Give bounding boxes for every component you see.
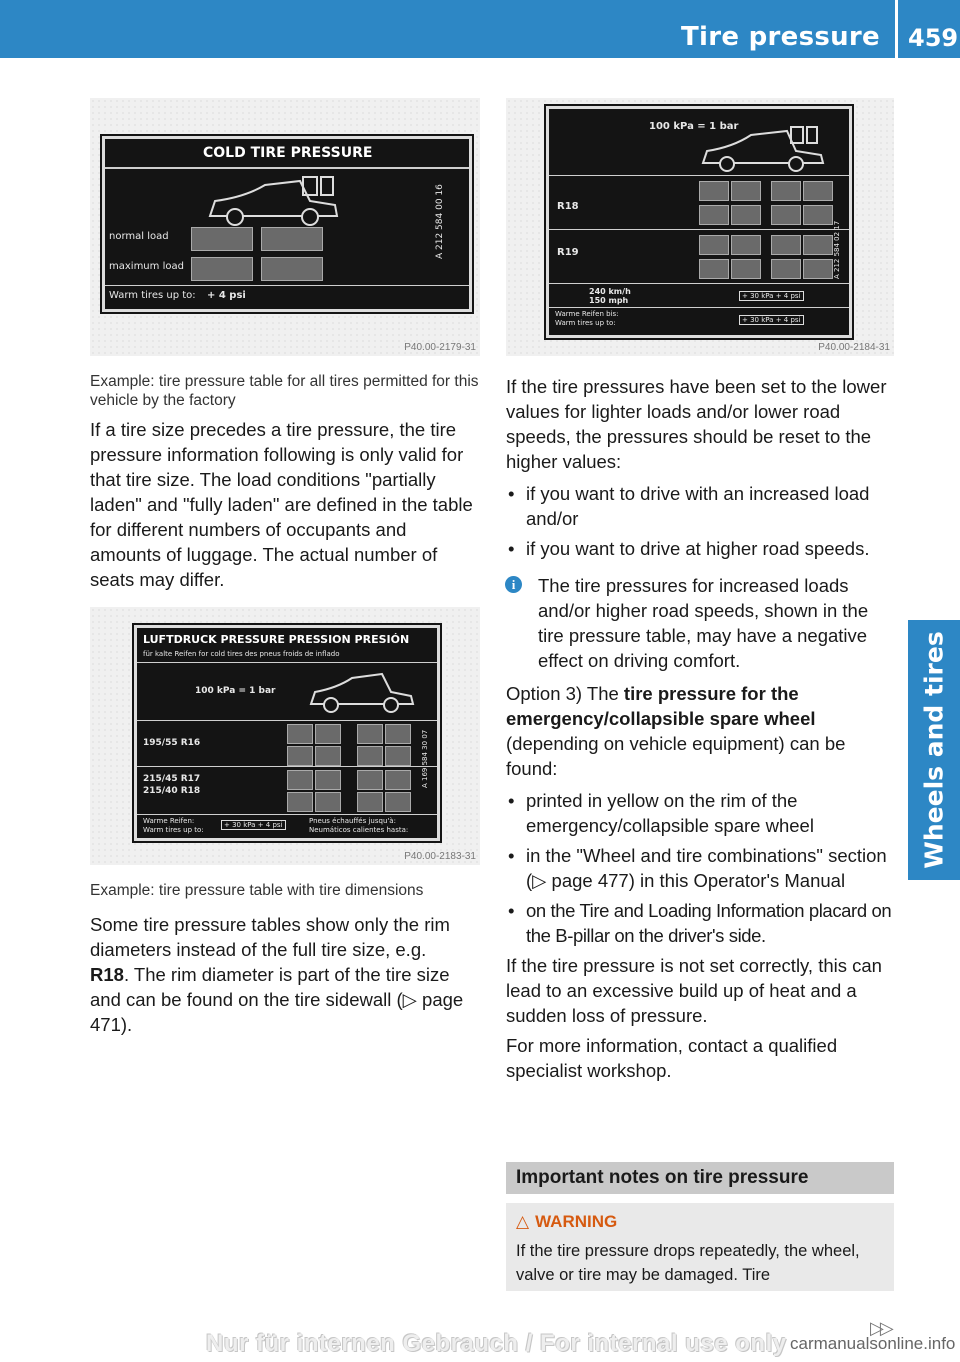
chapter-tab-label: Wheels and tires	[919, 631, 949, 869]
warm-tires-label-de: Warme Reifen:	[143, 817, 195, 825]
bullet-icon: •	[508, 483, 515, 504]
rim-size-r19: R19	[557, 247, 579, 258]
paragraph-tire-size: If a tire size precedes a tire pressure, the tire pressure information following is only valid for that tire size. The load conditions "partially laden" and "fully laden" are defined in the table for different numbers of occupants and amounts of luggage. The actual number of seats may differ.	[90, 419, 473, 590]
pressure-cell	[191, 227, 253, 251]
bullet-text: printed in yellow on the rim of the emergency/collapsible spare wheel	[526, 790, 814, 836]
info-note	[506, 573, 896, 673]
plate-divider	[137, 814, 437, 815]
car-outline-icon	[699, 123, 829, 175]
page-number: 459	[908, 24, 959, 52]
paragraph-rim-diameter	[90, 912, 480, 1037]
pressure-unit: 100 kPa = 1 bar	[649, 121, 739, 132]
pressure-cell	[287, 746, 313, 766]
row-label-maximum: maximum load	[109, 261, 184, 272]
pressure-cell	[731, 235, 761, 255]
header-title: Tire pressure	[680, 22, 880, 52]
warning-text: If the tire pressure drops repeatedly, the wheel, valve or tire may be damaged. Tire	[516, 1242, 860, 1284]
option-prefix: Option 3) The	[506, 683, 624, 704]
internal-use-footer: Nur für internen Gebrauch / For internal use only	[206, 1330, 787, 1357]
section-heading: Important notes on tire pressure	[506, 1162, 894, 1194]
bullet-icon: •	[508, 538, 515, 559]
rim-size-r18: R18	[557, 201, 579, 212]
row-label-normal: normal load	[109, 231, 169, 242]
warning-triangle-icon: △	[516, 1212, 530, 1231]
paragraph-option-3	[506, 681, 896, 781]
info-text: The tire pressures for increased loads and/or higher road speeds, shown in the tire pressure table, may have a negative effect on driving comfort.	[538, 575, 869, 671]
list-item	[506, 843, 896, 893]
plate-divider	[549, 283, 849, 284]
pressure-cell	[803, 259, 833, 279]
warm-tires-label-es: Neumáticos calientes hasta:	[309, 826, 409, 834]
plate-divider	[549, 307, 849, 308]
figure-caption-2: Example: tire pressure table with tire dimensions	[90, 882, 424, 899]
info-icon: i	[505, 576, 522, 593]
pressure-cell	[315, 770, 341, 790]
pressure-cell	[771, 205, 801, 225]
list-item	[506, 536, 896, 561]
pressure-cell	[357, 724, 383, 744]
pressure-cell	[731, 181, 761, 201]
pressure-cell	[771, 235, 801, 255]
list-item	[506, 481, 896, 531]
plate-divider	[105, 167, 469, 169]
bullet-text: on the Tire and Loading Information placard on the B-pillar on the driver's side.	[526, 900, 892, 946]
bullet-icon: •	[508, 845, 515, 866]
figure-code: P40.00-2184-31	[818, 342, 890, 353]
plate-divider	[137, 720, 437, 721]
pressure-cell	[357, 792, 383, 812]
next-page-arrow-icon[interactable]: ▷▷	[870, 1318, 890, 1338]
plate-divider	[137, 662, 437, 663]
list-item	[506, 898, 896, 948]
pressure-cell	[699, 235, 729, 255]
tire-pressure-plate	[102, 136, 472, 312]
plate-subtitle: für kalte Reifen for cold tires des pneus froids de inflado	[143, 650, 340, 658]
plate-divider	[549, 175, 849, 176]
warm-tires-label-de: Warme Reifen bis:	[555, 310, 619, 318]
car-outline-icon	[205, 171, 345, 231]
plate-divider	[549, 229, 849, 230]
part-number: A 169 584 30 07	[421, 729, 429, 788]
rim-text-start: Some tire pressure tables show only the rim diameters instead of the full tire size, e.g.	[90, 914, 450, 960]
page-header	[0, 0, 960, 58]
pressure-cell	[771, 181, 801, 201]
pressure-cell	[261, 257, 323, 281]
tire-size-3: 215/40 R18	[143, 786, 201, 796]
warm-tires-label-en: Warm tires up to:	[143, 826, 204, 834]
pressure-cell	[287, 792, 313, 812]
plate-divider	[137, 766, 437, 767]
pressure-cell	[803, 235, 833, 255]
list-item	[506, 788, 896, 838]
pressure-cell	[357, 770, 383, 790]
figure-code: P40.00-2179-31	[404, 342, 476, 353]
warm-tires-label-fr: Pneus échauffés jusqu'à:	[309, 817, 396, 825]
speed-label: 240 km/h 150 mph	[589, 287, 631, 305]
header-separator	[895, 0, 898, 58]
pressure-unit: 100 kPa = 1 bar	[195, 686, 276, 696]
rim-example: R18	[90, 964, 124, 985]
plate-title: COLD TIRE PRESSURE	[203, 145, 373, 161]
pressure-cell	[191, 257, 253, 281]
pressure-cell	[315, 746, 341, 766]
tire-size-2: 215/45 R17	[143, 774, 201, 784]
pressure-cell	[287, 724, 313, 744]
warm-tires-value: + 30 kPa + 4 psi	[739, 315, 804, 325]
warm-tires-value: + 30 kPa + 4 psi	[221, 820, 286, 830]
bullet-icon: •	[508, 790, 515, 811]
pressure-cell	[731, 259, 761, 279]
pressure-cell	[385, 746, 411, 766]
watermark: carmanualsonline.info	[790, 1334, 956, 1353]
figure-tire-dimensions	[90, 607, 480, 865]
warm-tires-value: + 4 psi	[207, 290, 246, 301]
part-number: A 212 584 02 17	[833, 220, 841, 279]
option-suffix: (depending on vehicle equipment) can be found:	[506, 733, 846, 779]
figure-cold-tire-pressure	[90, 98, 480, 356]
pressure-cell	[261, 227, 323, 251]
warm-tires-label: Warm tires up to:	[109, 290, 196, 301]
warning-box	[506, 1203, 894, 1291]
bullet-text: in the "Wheel and tire combinations" section (▷ page 477) in this Operator's Manual	[526, 845, 887, 891]
warning-title	[516, 1211, 884, 1233]
plate-title: LUFTDRUCK PRESSURE PRESSION PRESIÓN	[143, 633, 410, 646]
pressure-cell	[699, 259, 729, 279]
bullet-text: if you want to drive with an increased load and/or	[526, 483, 870, 529]
paragraph-incorrect-pressure: If the tire pressure is not set correctly, this can lead to an excessive build up of heat and a sudden loss of pressure.	[506, 955, 882, 1026]
bullet-text: if you want to drive at higher road speeds.	[526, 538, 870, 559]
figure-code: P40.00-2183-31	[404, 851, 476, 862]
pressure-cell	[803, 205, 833, 225]
figure-rim-diameter	[506, 98, 894, 356]
pressure-cell	[731, 205, 761, 225]
pressure-cell	[315, 724, 341, 744]
page-reference-471[interactable]: (▷ page 471).	[90, 989, 464, 1035]
paragraph-reset-pressure: If the tire pressures have been set to the lower values for lighter loads and/or lower road speeds, the pressures should be reset to the higher values:	[506, 376, 887, 472]
tire-pressure-plate	[134, 625, 440, 841]
figure-caption-1: Example: tire pressure table for all tires permitted for this vehicle by the factory	[90, 373, 479, 409]
option-bold: tire pressure for the emergency/collapsible spare wheel	[506, 683, 816, 729]
pressure-cell	[385, 792, 411, 812]
pressure-cell	[699, 181, 729, 201]
bullet-icon: •	[508, 900, 515, 921]
warm-tires-value: + 30 kPa + 4 psi	[739, 291, 804, 301]
plate-divider	[105, 285, 469, 286]
pressure-cell	[287, 770, 313, 790]
part-number: A 212 584 00 16	[435, 184, 445, 259]
warm-tires-label-en: Warm tires up to:	[555, 319, 616, 327]
pressure-cell	[385, 770, 411, 790]
pressure-cell	[803, 181, 833, 201]
pressure-cell	[357, 746, 383, 766]
rim-text-end: . The rim diameter is part of the tire size and can be found on the tire sidewall	[90, 964, 450, 1010]
pressure-cell	[385, 724, 411, 744]
tire-size-1: 195/55 R16	[143, 738, 201, 748]
warning-title-text: WARNING	[535, 1212, 618, 1231]
car-outline-icon	[307, 666, 417, 716]
pressure-cell	[315, 792, 341, 812]
pressure-cell	[771, 259, 801, 279]
tire-pressure-plate	[546, 106, 852, 338]
paragraph-more-information: For more information, contact a qualified specialist workshop.	[506, 1035, 838, 1081]
pressure-cell	[699, 205, 729, 225]
